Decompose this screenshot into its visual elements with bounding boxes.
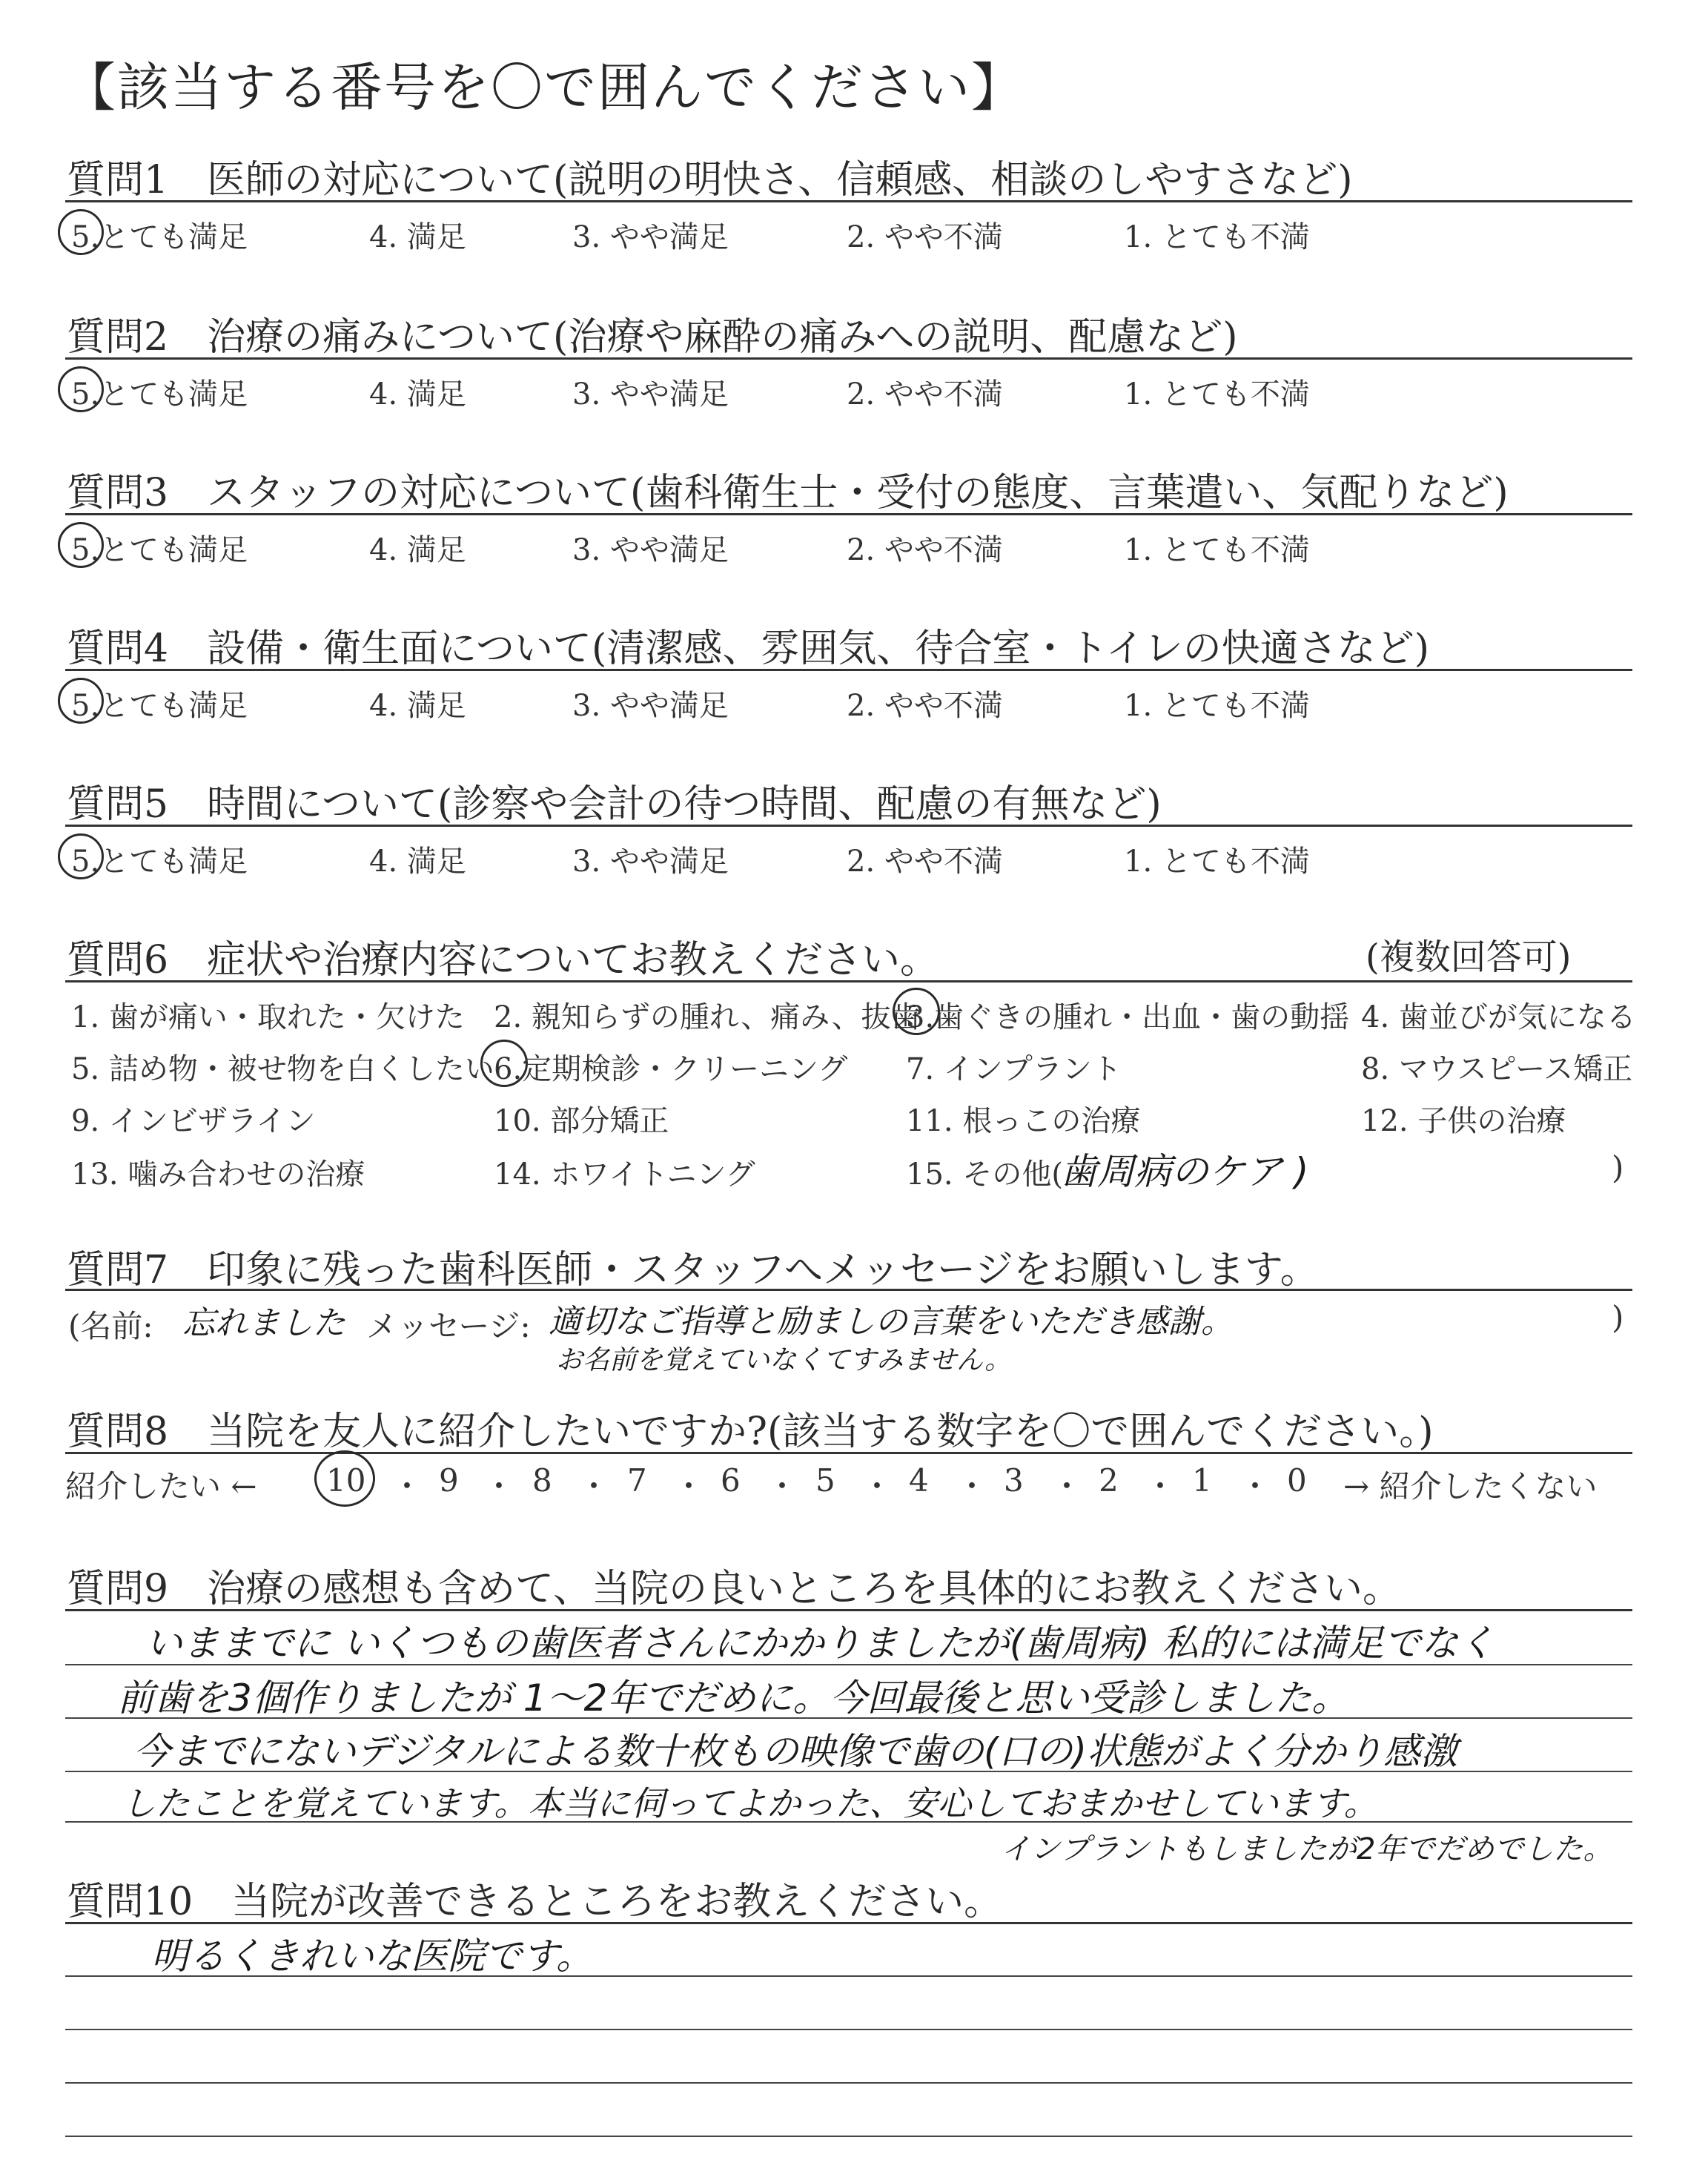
- symptom-option-12[interactable]: 12. 子供の治療: [1361, 1104, 1566, 1138]
- answer-line-2: 前歯を3個作りましたが 1〜2年でだめに。今回最後と思い受診しました。: [117, 1677, 1349, 1720]
- multiple-answer-note: (複数回答可): [1366, 937, 1572, 978]
- divider: [65, 1289, 1632, 1291]
- scale-value-1[interactable]: 1: [1192, 1462, 1212, 1499]
- answer-rule: [65, 1821, 1632, 1823]
- question-text: 当院が改善できるところをお教えください。: [231, 1880, 1003, 1924]
- rating-option-3[interactable]: 3. やや満足: [572, 220, 729, 254]
- question-number: 質問8: [67, 1410, 169, 1454]
- rating-option-3[interactable]: 3. やや満足: [572, 845, 729, 879]
- question-6-heading: [67, 928, 939, 984]
- rating-option-5[interactable]: 5.とても満足: [71, 845, 248, 879]
- rating-option-4[interactable]: 4. 満足: [369, 533, 466, 567]
- answer-line-1: いままでに いくつもの歯医者さんにかかりましたが(歯周病) 私的には満足でなく: [145, 1622, 1495, 1665]
- question-number: 質問4: [67, 627, 169, 671]
- scale-value-6[interactable]: 6: [721, 1462, 741, 1499]
- divider: [65, 669, 1632, 671]
- symptom-option-3[interactable]: 3.歯ぐきの腫れ・出血・歯の動揺: [906, 1000, 1350, 1034]
- symptom-option-14[interactable]: 14. ホワイトニング: [494, 1157, 755, 1192]
- scale-separator: ・: [483, 1468, 515, 1505]
- rating-option-4[interactable]: 4. 満足: [369, 845, 466, 879]
- rating-option-1[interactable]: 1. とても不満: [1124, 220, 1310, 254]
- rating-option-1[interactable]: 1. とても不満: [1124, 845, 1310, 879]
- question-number: 質問2: [67, 315, 169, 360]
- question-10-heading: [67, 1870, 1002, 1926]
- message-answer-line-1: 適切なご指導と励ましの言葉をいただき感謝。: [549, 1303, 1234, 1341]
- question-text: スタッフの対応について(歯科衛生士・受付の態度、言葉遣い、気配りなど): [207, 471, 1509, 515]
- rating-option-4[interactable]: 4. 満足: [369, 220, 466, 254]
- divider: [65, 980, 1632, 982]
- divider: [65, 513, 1632, 515]
- scale-separator: ・: [956, 1468, 988, 1505]
- divider: [65, 1609, 1632, 1611]
- symptom-option-13[interactable]: 13. 噛み合わせの治療: [71, 1157, 365, 1192]
- name-label: (名前:: [68, 1308, 153, 1344]
- rating-option-1[interactable]: 1. とても不満: [1124, 533, 1310, 567]
- question-4-heading: [67, 617, 1429, 673]
- question-8-heading: [67, 1400, 1434, 1456]
- question-text: 症状や治療内容についてお教えください。: [207, 938, 939, 982]
- symptom-option-11[interactable]: 11. 根っこの治療: [906, 1104, 1141, 1138]
- rating-option-4[interactable]: 4. 満足: [369, 689, 466, 723]
- question-number: 質問9: [67, 1567, 169, 1611]
- question-text: 当院を友人に紹介したいですか?(該当する数字を〇で囲んでください。): [207, 1410, 1434, 1454]
- question-2-heading: [67, 305, 1238, 361]
- close-paren: ): [1612, 1299, 1624, 1335]
- divider: [65, 1452, 1632, 1454]
- other-symptom-answer: 歯周病のケア ): [1060, 1150, 1309, 1193]
- question-1-heading: [67, 148, 1353, 204]
- scale-separator: ・: [1239, 1468, 1271, 1505]
- question-text: 設備・衛生面について(清潔感、雰囲気、待合室・トイレの快適さなど): [207, 627, 1430, 671]
- answer-line-3: 今までにないデジタルによる数十枚もの映像で歯の(口の)状態がよく分かり感激: [133, 1730, 1458, 1773]
- question-text: 印象に残った歯科医師・スタッフへメッセージをお願いします。: [207, 1248, 1319, 1292]
- rating-option-1[interactable]: 1. とても不満: [1124, 377, 1310, 412]
- rating-option-5[interactable]: 5.とても満足: [71, 533, 248, 567]
- symptom-option-5[interactable]: 5. 詰め物・被せ物を白くしたい: [71, 1052, 494, 1086]
- scale-separator: ・: [673, 1468, 705, 1505]
- scale-value-5[interactable]: 5: [815, 1462, 835, 1499]
- improvement-answer: 明るくきれいな医院です。: [151, 1935, 593, 1978]
- divider: [65, 357, 1632, 360]
- question-7-heading: [67, 1238, 1319, 1294]
- answer-rule: [65, 2029, 1632, 2030]
- rating-option-2[interactable]: 2. やや不満: [847, 220, 1003, 254]
- symptom-option-1[interactable]: 1. 歯が痛い・取れた・欠けた: [71, 1000, 465, 1034]
- scale-separator: ・: [1145, 1468, 1176, 1505]
- close-paren: ): [1612, 1149, 1624, 1186]
- rating-option-4[interactable]: 4. 満足: [369, 377, 466, 412]
- scale-separator: ・: [1051, 1468, 1083, 1505]
- message-label: メッセージ:: [366, 1308, 531, 1344]
- name-answer: 忘れました: [182, 1304, 345, 1342]
- rating-option-3[interactable]: 3. やや満足: [572, 533, 729, 567]
- question-3-heading: [67, 461, 1509, 517]
- symptom-option-4[interactable]: 4. 歯並びが気になる: [1361, 1000, 1636, 1034]
- rating-option-3[interactable]: 3. やや満足: [572, 377, 729, 412]
- symptom-option-9[interactable]: 9. インビザライン: [71, 1104, 316, 1138]
- symptom-option-7[interactable]: 7. インプラント: [906, 1052, 1122, 1086]
- question-number: 質問1: [67, 158, 169, 202]
- scale-separator: ・: [767, 1468, 798, 1505]
- scale-value-2[interactable]: 2: [1099, 1462, 1119, 1499]
- answer-rule: [65, 1664, 1632, 1665]
- rating-option-1[interactable]: 1. とても不満: [1124, 689, 1310, 723]
- question-text: 医師の対応について(説明の明快さ、信頼感、相談のしやすさなど): [207, 158, 1353, 202]
- scale-separator: ・: [861, 1468, 893, 1505]
- scale-separator: ・: [391, 1468, 423, 1505]
- page-title: 【該当する番号を〇で囲んでください】: [64, 57, 1025, 118]
- question-9-heading: [67, 1557, 1401, 1613]
- rating-option-3[interactable]: 3. やや満足: [572, 689, 729, 723]
- recommend-left-label: 紹介したい ←: [65, 1468, 257, 1505]
- rating-option-2[interactable]: 2. やや不満: [847, 689, 1003, 723]
- answer-note: インプラントもしましたが2年でだめでした。: [1001, 1832, 1613, 1866]
- divider: [65, 825, 1632, 827]
- scale-value-0[interactable]: 0: [1287, 1462, 1307, 1499]
- answer-rule: [65, 1717, 1632, 1719]
- answer-rule: [65, 1975, 1632, 1977]
- symptom-option-2[interactable]: 2. 親知らずの腫れ、痛み、抜歯: [494, 1000, 921, 1034]
- rating-option-5[interactable]: 5.とても満足: [71, 377, 248, 412]
- divider: [65, 200, 1632, 202]
- rating-option-2[interactable]: 2. やや不満: [847, 533, 1003, 567]
- question-5-heading: [67, 773, 1162, 828]
- divider: [65, 1922, 1632, 1924]
- scale-value-10[interactable]: 10: [326, 1462, 366, 1499]
- question-number: 質問7: [67, 1248, 169, 1292]
- rating-option-5[interactable]: 5.とても満足: [71, 220, 248, 254]
- question-text: 治療の感想も含めて、当院の良いところを具体的にお教えください。: [207, 1567, 1402, 1611]
- question-number: 質問6: [67, 938, 169, 982]
- rating-option-2[interactable]: 2. やや不満: [847, 377, 1003, 412]
- message-answer-line-2: お名前を覚えていなくてすみません。: [556, 1345, 1012, 1375]
- question-number: 質問10: [67, 1880, 193, 1924]
- symptom-option-10[interactable]: 10. 部分矯正: [494, 1104, 669, 1138]
- question-number: 質問3: [67, 471, 169, 515]
- answer-rule: [65, 1771, 1632, 1772]
- question-number: 質問5: [67, 782, 169, 827]
- scale-value-8[interactable]: 8: [532, 1462, 552, 1499]
- recommend-right-label: → 紹介したくない: [1343, 1468, 1598, 1505]
- scale-value-9[interactable]: 9: [439, 1462, 459, 1499]
- scale-value-3[interactable]: 3: [1004, 1462, 1024, 1499]
- answer-rule: [65, 2082, 1632, 2084]
- question-text: 治療の痛みについて(治療や麻酔の痛みへの説明、配慮など): [207, 315, 1238, 360]
- symptom-option-8[interactable]: 8. マウスピース矯正: [1361, 1052, 1633, 1086]
- symptom-option-15[interactable]: 15. その他(: [906, 1157, 1063, 1192]
- rating-option-5[interactable]: 5.とても満足: [71, 689, 248, 723]
- scale-value-7[interactable]: 7: [627, 1462, 647, 1499]
- scale-value-4[interactable]: 4: [909, 1462, 929, 1499]
- scale-separator: ・: [578, 1468, 610, 1505]
- rating-option-2[interactable]: 2. やや不満: [847, 845, 1003, 879]
- answer-rule: [65, 2136, 1632, 2137]
- question-text: 時間について(診察や会計の待つ時間、配慮の有無など): [207, 782, 1162, 827]
- answer-line-4: したことを覚えています。本当に伺ってよかった、安心しておまかせしています。: [122, 1783, 1378, 1823]
- symptom-option-6[interactable]: 6.定期検診・クリーニング: [494, 1052, 848, 1086]
